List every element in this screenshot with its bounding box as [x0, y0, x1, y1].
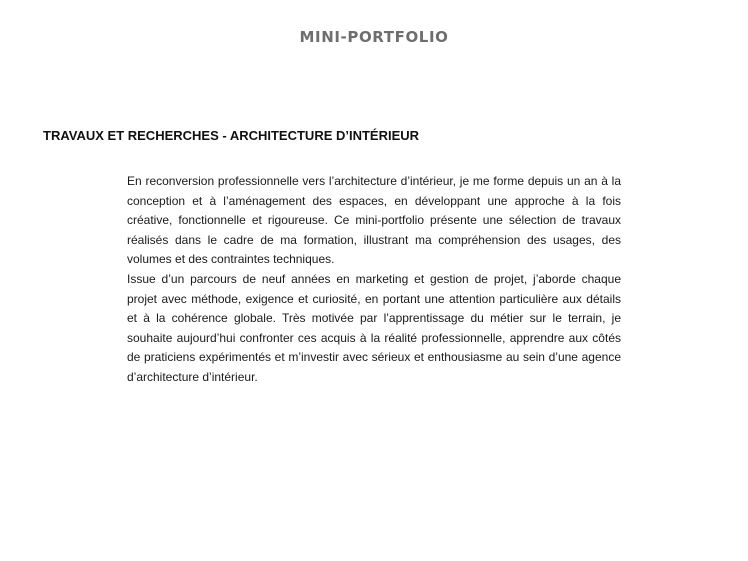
intro-paragraph-1: En reconversion professionnelle vers l’architecture d’intérieur, je me forme depuis un an à la conception et à l’aménagement des espaces, en développant une approche à la fois créative, fonctionnelle et rigoureuse. Ce mini-portfolio présente une sélection de travaux réalisés dans le cadre de ma formation, illustrant ma compréhension des usages, des volumes et des contraintes techniques. — [127, 174, 621, 267]
intro-paragraph-2: Issue d’un parcours de neuf années en marketing et gestion de projet, j’aborde chaque projet avec méthode, exigence et curiosité, en portant une attention particulière aux détails et à la cohérence globale. Très motivée par l’apprentissage du métier sur le terrain, je souhaite aujourd’hui confronter ces acquis à la réalité professionnelle, apprendre aux côtés de praticiens expérimentés et m’investir avec sérieux et enthousiasme au sein d’une agence d’architecture d’intérieur. — [127, 271, 621, 384]
section-heading: TRAVAUX ET RECHERCHES - ARCHITECTURE D’INTÉRIEUR — [43, 128, 420, 143]
page-title: MINI-PORTFOLIO — [299, 28, 449, 46]
intro-text — [127, 172, 621, 388]
